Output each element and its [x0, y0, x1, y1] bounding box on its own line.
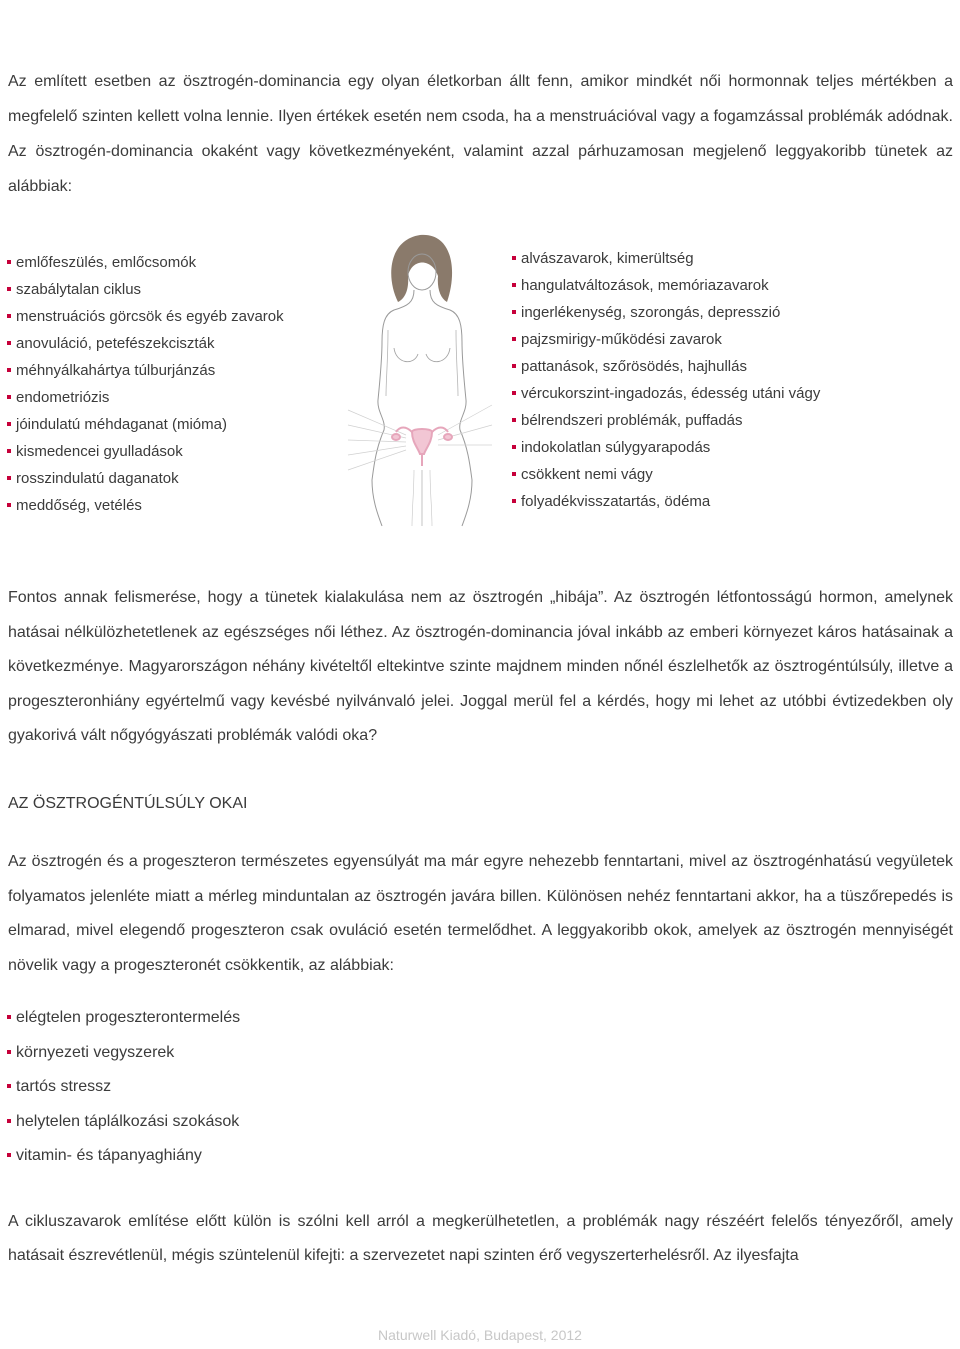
- paragraph-3: Az ösztrogén és a progeszteron természetes egyensúlyát ma már egyre nehezebb fenntartani, mivel az ösztrogénhatású vegyületek folyamatos jelenléte miatt a mérleg minduntalan az ösztrogén javára billen. Különösen nehéz fenntartani akkor, ha a tüszőrepedés is elmarad, mivel elegendő progeszteron csak ovuláció esetén termelődhet. A leggyakoribb okok, amelyek az ösztrogén mennyiségét növelik vagy a progeszteronét csökkentik, az alábbiak:: [8, 853, 953, 974]
- female-body-illustration: [342, 230, 502, 530]
- breast-left: [394, 348, 418, 362]
- paragraph-2: Fontos annak felismerése, hogy a tünetek kialakulása nem az ösztrogén „hibája”. Az ösztrogén létfontosságú hormon, amelynek hatásai nélkülözhetetlenek az egészséges női léthez. Az ösztrogén-dominancia jóval inkább az emberi környezet káros hatásainak a következménye. Magyarországon néhány kivételtől eltekintve szinte majdnem minden nőnél észlelhetők az ösztrogéntúlsúly, illetve a progeszteronhiány egyértelmű vagy kevésbé nyilvánvaló jelei. Joggal merül fel a kérdés, hogy mi lehet az utóbbi évtizedekben oly gyakorivá vált nőgyógyászati problémák valódi oka?: [8, 589, 953, 744]
- list-item: helytelen táplálkozási szokások: [7, 1105, 240, 1140]
- list-item: indokolatlan súlygyarapodás: [512, 434, 820, 461]
- symptom-list-right: [512, 245, 820, 515]
- list-item: hangulatváltozások, memóriazavarok: [512, 272, 820, 299]
- list-item: meddőség, vetélés: [7, 492, 284, 519]
- list-item: jóindulatú méhdaganat (mióma): [7, 411, 284, 438]
- list-item: alvászavarok, kimerültség: [512, 245, 820, 272]
- list-item: menstruációs görcsök és egyéb zavarok: [7, 303, 284, 330]
- list-item: kismedencei gyulladások: [7, 438, 284, 465]
- symptom-list-left: [7, 249, 284, 519]
- list-item: vitamin- és tápanyaghiány: [7, 1139, 240, 1174]
- breast-right: [426, 348, 450, 362]
- section-heading: AZ ÖSZTROGÉNTÚLSÚLY OKAI: [8, 795, 248, 812]
- body-outline-right: [430, 290, 472, 526]
- list-item: vércukorszint-ingadozás, édesség utáni vágy: [512, 380, 820, 407]
- list-item: emlőfeszülés, emlőcsomók: [7, 249, 284, 276]
- causes-list: [7, 1001, 240, 1174]
- list-item: tartós stressz: [7, 1070, 240, 1105]
- intro-paragraph: Az említett esetben az ösztrogén-dominancia egy olyan életkorban állt fenn, amikor mindkét női hormonnak teljes mértékben a megfelelő szinten kellett volna lennie. Ilyen értékek esetén nem csoda, ha a menstruációval vagy a fogamzással problémák adódnak. Az ösztrogén-dominancia okaként vagy következményeként, valamint azzal párhuzamosan megjelenő leggyakoribb tünetek az alábbiak:: [8, 73, 953, 195]
- list-item: pattanások, szőrösödés, hajhullás: [512, 353, 820, 380]
- body-outline-left: [372, 290, 414, 526]
- paragraph-4: A cikluszavarok említése előtt külön is szólni kell arról a megkerülhetetlen, a problémák nagy részéért felelős tényezőről, amely hatásait észrevétlenül, mégis szüntelenül kifejti: a szervezetet napi szinten érő vegyszerterhelésről. Az ilyesfajta: [8, 1213, 953, 1264]
- list-item: szabálytalan ciklus: [7, 276, 284, 303]
- hair-shape: [391, 235, 452, 302]
- list-item: endometriózis: [7, 384, 284, 411]
- list-item: folyadékvisszatartás, ödéma: [512, 488, 820, 515]
- list-item: csökkent nemi vágy: [512, 461, 820, 488]
- page-footer: Naturwell Kiadó, Budapest, 2012: [378, 1327, 582, 1343]
- list-item: ingerlékenység, szorongás, depresszió: [512, 299, 820, 326]
- list-item: bélrendszeri problémák, puffadás: [512, 407, 820, 434]
- list-item: méhnyálkahártya túlburjánzás: [7, 357, 284, 384]
- list-item: környezeti vegyszerek: [7, 1036, 240, 1071]
- list-item: rosszindulatú daganatok: [7, 465, 284, 492]
- list-item: anovuláció, petefészekciszták: [7, 330, 284, 357]
- list-item: elégtelen progeszterontermelés: [7, 1001, 240, 1036]
- list-item: pajzsmirigy-működési zavarok: [512, 326, 820, 353]
